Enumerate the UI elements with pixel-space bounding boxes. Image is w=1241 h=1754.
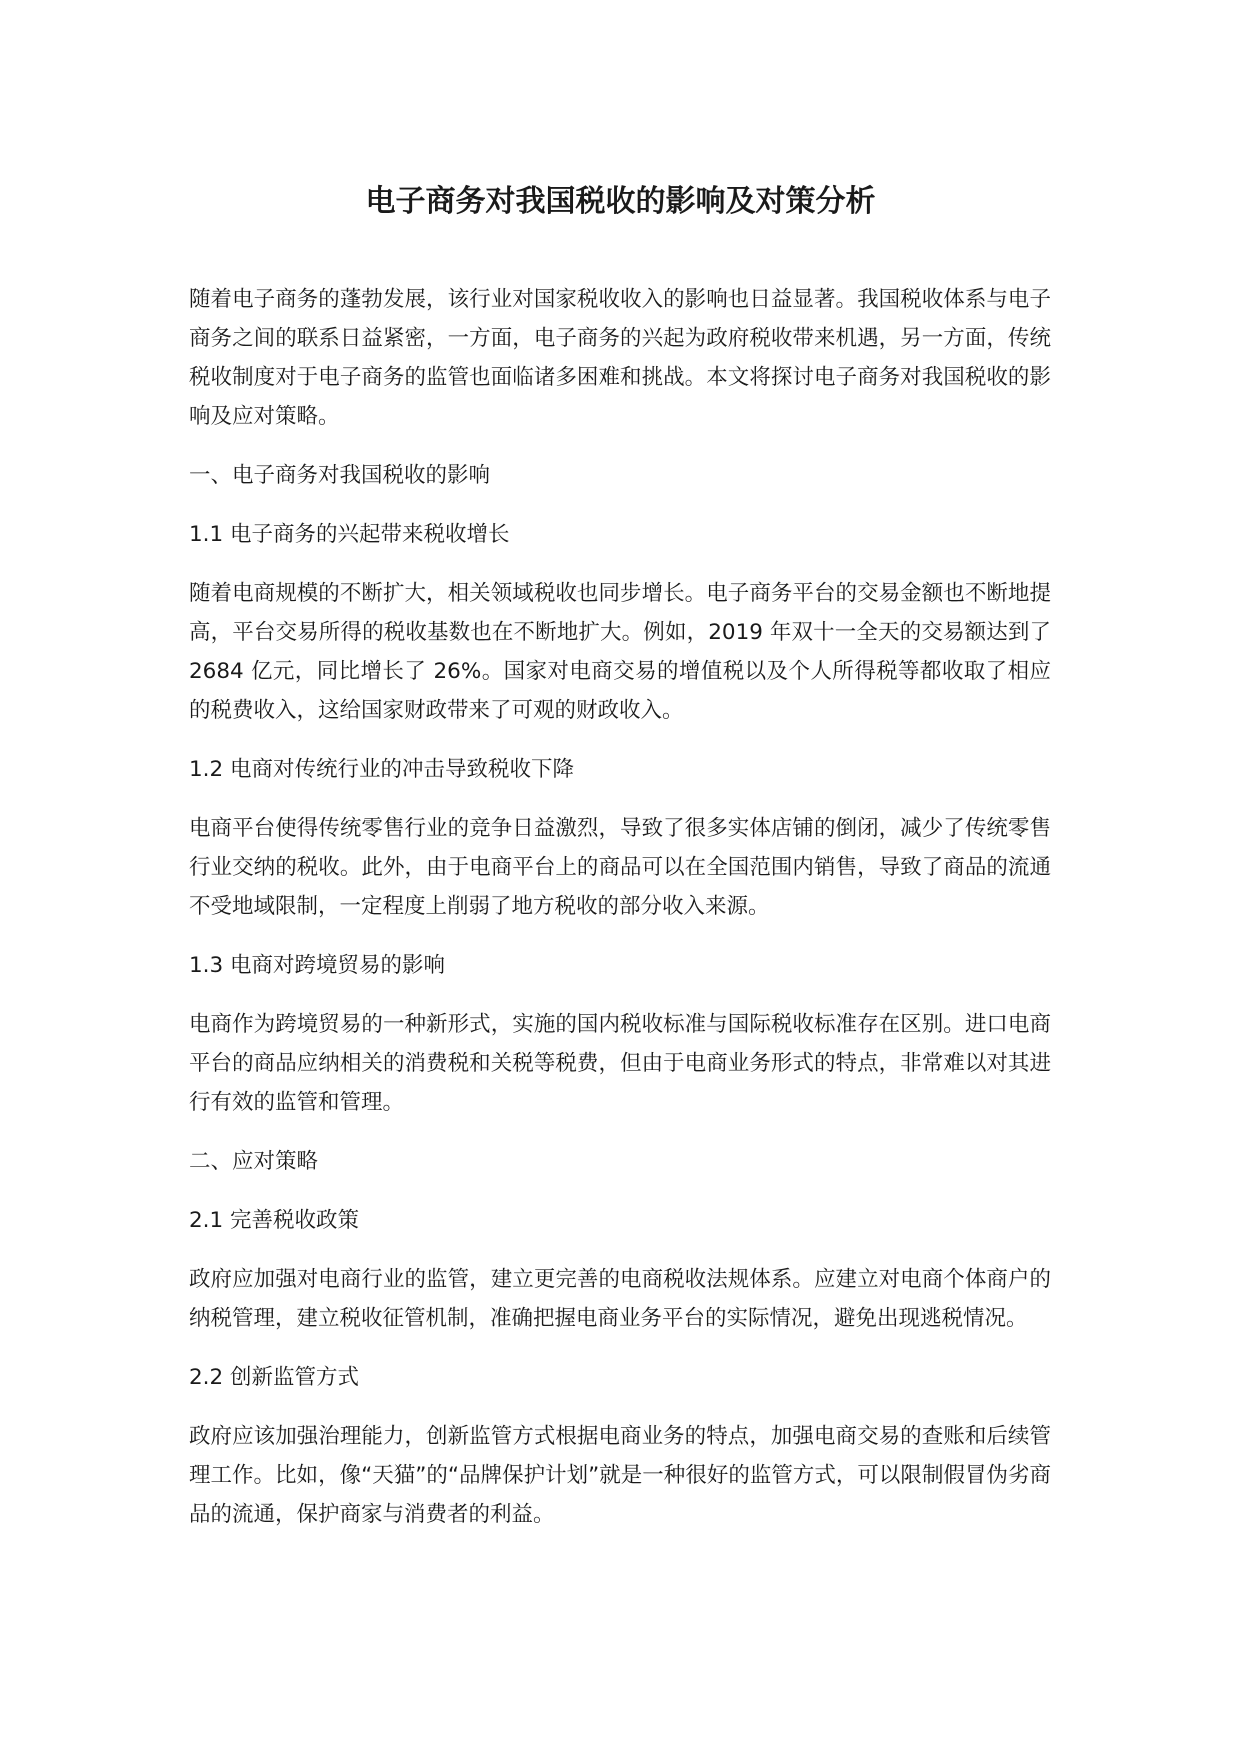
subsection-heading-2-1: 2.1 完善税收政策 [189, 1208, 360, 1233]
subsection-heading-1-3: 1.3 电商对跨境贸易的影响 [189, 953, 446, 978]
paragraph-1-3: 电商作为跨境贸易的一种新形式，实施的国内税收标准与国际税收标准存在区别。进口电商平台的商品应纳相关的消费税和关税等税费，但由于电商业务形式的特点，非常难以对其进行有效的监管和管理。 [189, 1012, 1051, 1115]
paragraph-2-1: 政府应加强对电商行业的监管，建立更完善的电商税收法规体系。应建立对电商个体商户的纳税管理，建立税收征管机制，准确把握电商业务平台的实际情况，避免出现逃税情况。 [189, 1267, 1051, 1331]
paragraph-1-1: 随着电商规模的不断扩大，相关领域税收也同步增长。电子商务平台的交易金额也不断地提高，平台交易所得的税收基数也在不断地扩大。例如，2019 年双十一全天的交易额达到了 2684 亿元，同比增长了 26%。国家对电商交易的增值税以及个人所得税等都收取了相应的税费收入，这给国家财政带来了可观的财政收入。 [189, 581, 1051, 723]
subsection-heading-2-2: 2.2 创新监管方式 [189, 1365, 360, 1390]
subsection-heading-1-2: 1.2 电商对传统行业的冲击导致税收下降 [189, 757, 575, 782]
section-heading-2: 二、应对策略 [189, 1149, 319, 1174]
paragraph-2-2: 政府应该加强治理能力，创新监管方式根据电商业务的特点，加强电商交易的查账和后续管理工作。比如，像“天猫”的“品牌保护计划”就是一种很好的监管方式，可以限制假冒伪劣商品的流通，保护商家与消费者的利益。 [189, 1424, 1051, 1527]
document-title: 电子商务对我国税收的影响及对策分析 [365, 184, 876, 219]
document-body [189, 280, 1051, 1554]
paragraph-intro: 随着电子商务的蓬勃发展，该行业对国家税收收入的影响也日益显著。我国税收体系与电子商务之间的联系日益紧密，一方面，电子商务的兴起为政府税收带来机遇，另一方面，传统税收制度对于电子商务的监管也面临诸多困难和挑战。本文将探讨电子商务对我国税收的影响及应对策略。 [189, 287, 1051, 429]
paragraph-1-2: 电商平台使得传统零售行业的竞争日益激烈，导致了很多实体店铺的倒闭，减少了传统零售行业交纳的税收。此外，由于电商平台上的商品可以在全国范围内销售，导致了商品的流通不受地域限制，一定程度上削弱了地方税收的部分收入来源。 [189, 816, 1051, 919]
subsection-heading-1-1: 1.1 电子商务的兴起带来税收增长 [189, 522, 510, 547]
section-heading-1: 一、电子商务对我国税收的影响 [189, 463, 491, 488]
